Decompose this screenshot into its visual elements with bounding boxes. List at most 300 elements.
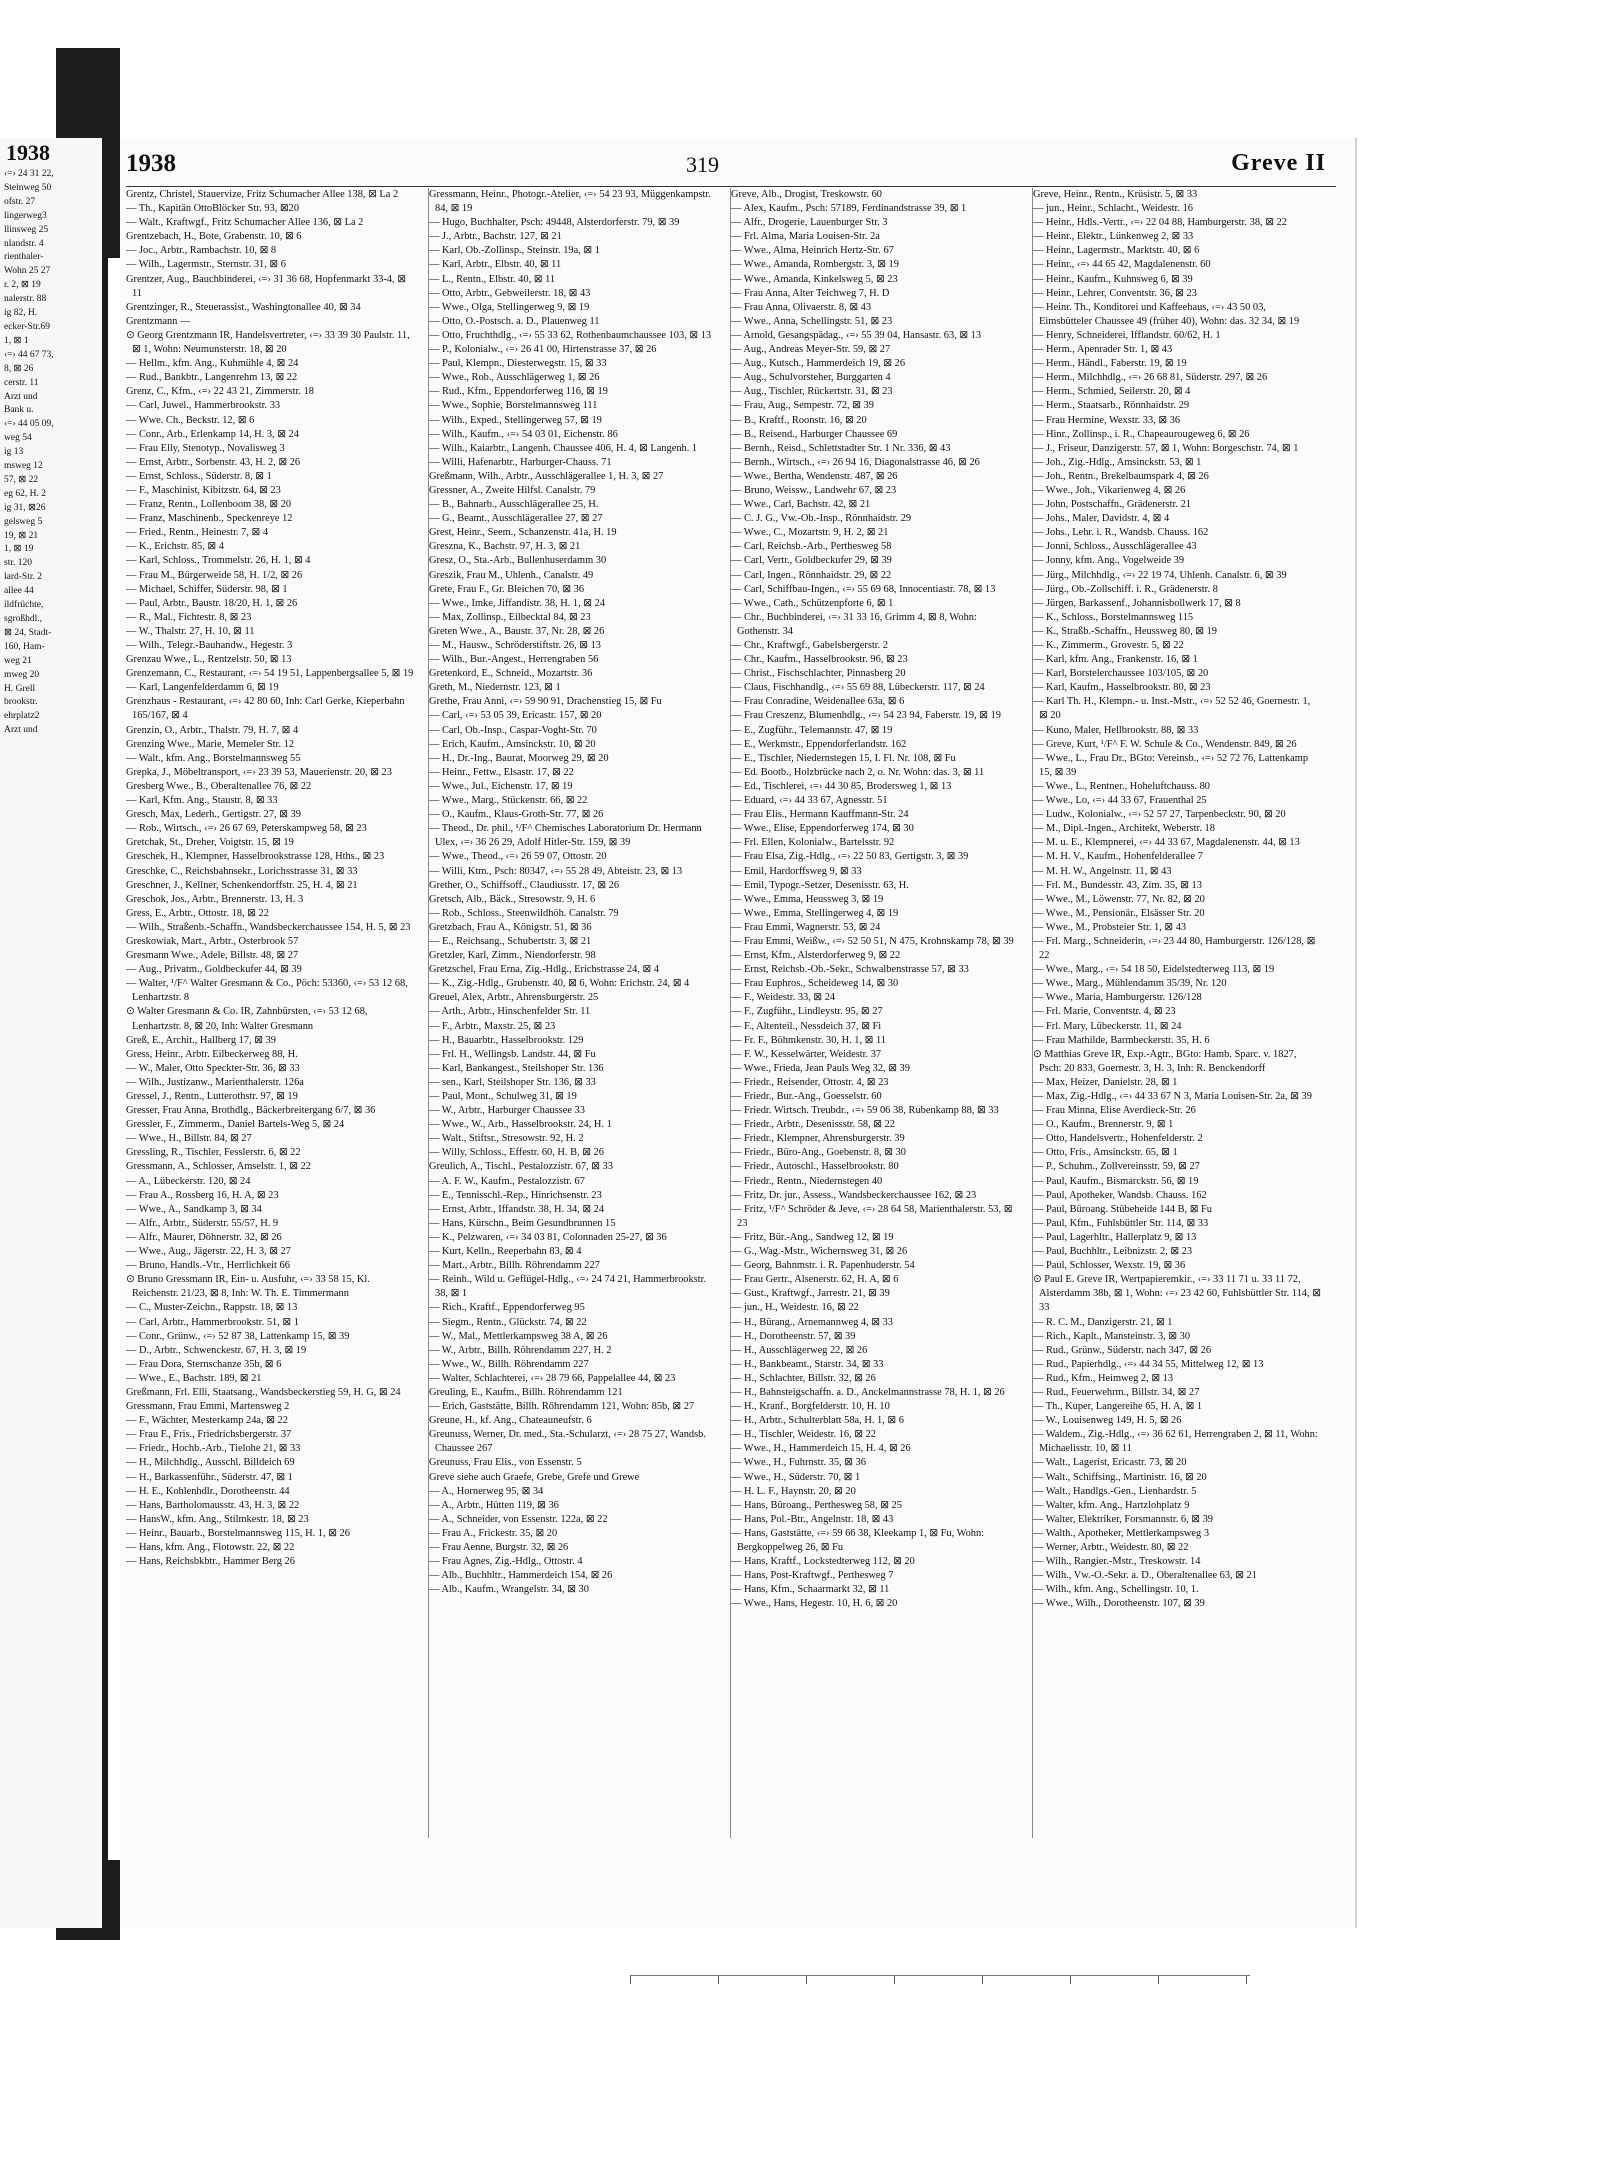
directory-entry: — M. H. V., Kaufm., Hohenfelderallee 7 [1033, 851, 1203, 863]
directory-entry: Greschok, Jos., Arbtr., Brennerstr. 13, H. 3 [126, 893, 304, 905]
directory-entry: — Walt., Handlgs.-Gen., Lienhardstr. 5 [1033, 1485, 1197, 1497]
directory-entry: — Ernst, Reichsb.-Ob.-Sekr., Schwalbenstrasse 57, ⊠ 33 [731, 964, 969, 976]
directory-entry: — Alex, Kaufm., Psch: 57189, Ferdinandstrasse 39, ⊠ 1 [731, 203, 967, 215]
directory-entry: — Herm., Staatsarb., Rönnhaidstr. 29 [1033, 400, 1190, 412]
directory-entry: — Wwe., L., Frau Dr., BGto: Vereinsb., ‹=› 52 72 76, Lattenkamp 15, ⊠ 39 [1033, 752, 1309, 778]
directory-entry: — Heinr., Bauarb., Borstelmannsweg 115, H. 1, ⊠ 26 [126, 1527, 350, 1539]
directory-entry: — Friedr., Hochb.-Arb., Tielohe 21, ⊠ 33 [126, 1443, 301, 1455]
directory-entry: — E., Reichsang., Schubertstr. 3, ⊠ 21 [429, 935, 592, 947]
directory-entry: — Fried., Rentn., Heinestr. 7, ⊠ 4 [126, 527, 269, 539]
directory-entry: — A., Schneider, von Essenstr. 122a, ⊠ 22 [429, 1513, 608, 1525]
directory-entry: — Walter, ¹/F^ Walter Gresmann & Co., Pöch: 53360, ‹=› 53 12 68, Lenhartzstr. 8 [126, 978, 408, 1004]
directory-entry: — Chr., Buchbinderei, ‹=› 31 33 16, Grimm 4, ⊠ 8, Wohn: Gothenstr. 34 [731, 611, 977, 637]
page-header [126, 150, 1326, 184]
previous-page-line: ildfrüchte, [4, 600, 44, 611]
directory-entry: — Frau Creszenz, Blumenhdlg., ‹=› 54 23 94, Faberstr. 19, ⊠ 19 [731, 710, 1001, 722]
directory-entry: — Claus, Fischhandlg., ‹=› 55 69 88, Lübeckerstr. 117, ⊠ 24 [731, 682, 985, 694]
directory-entry: Greuling, E., Kaufm., Billh. Röhrendamm 121 [429, 1386, 623, 1398]
directory-entry: — Aug., Privatm., Goldbeckufer 44, ⊠ 39 [126, 964, 302, 976]
directory-entry: — Walt., Kraftwgf., Fritz Schumacher Allee 136, ⊠ La 2 [126, 217, 364, 229]
directory-entry: Grentzmann — [126, 315, 191, 327]
directory-entry: — Frl. Mary, Lübeckerstr. 11, ⊠ 24 [1033, 1020, 1182, 1032]
directory-entry: — C. J. G., Vw.-Ob.-Insp., Rönnhaidstr. 29 [731, 513, 912, 525]
directory-entry: Grentzer, Aug., Bauchbinderei, ‹=› 31 36 68, Hopfenmarkt 33-4, ⊠ 11 [126, 273, 406, 299]
directory-entry: — G., Wag.-Mstr., Wichernsweg 31, ⊠ 26 [731, 1246, 908, 1258]
directory-entry: — Fritz, ¹/F^ Schröder & Jeve, ‹=› 28 64 58, Marienthalerstr. 53, ⊠ 23 [731, 1203, 1013, 1229]
directory-entry: — Wwe., W., Arb., Hasselbrookstr. 24, H. 1 [429, 1119, 612, 1131]
directory-entry: — Herm., Händl., Faberstr. 19, ⊠ 19 [1033, 358, 1187, 370]
directory-entry: — Walter, Schlachterei, ‹=› 28 79 66, Pappelallee 44, ⊠ 23 [429, 1372, 676, 1384]
directory-entry: — B., Kraftf., Roonstr. 16, ⊠ 20 [731, 414, 867, 426]
directory-entry: — Wwe., W., Billh. Röhrendamm 227 [429, 1358, 589, 1370]
previous-page-line: allee 44 [4, 586, 34, 597]
directory-entry: — Frau Hermine, Wexstr. 33, ⊠ 36 [1033, 414, 1181, 426]
previous-page-line: H. Grell [4, 683, 36, 694]
directory-entry: Greuel, Alex, Arbtr., Ahrensburgerstr. 25 [429, 992, 599, 1004]
directory-entry: — Frl. M., Bundesstr. 43, Zim. 35, ⊠ 13 [1033, 879, 1202, 891]
directory-entry: — Wwe., Theod., ‹=› 26 59 07, Ottostr. 20 [429, 851, 607, 863]
directory-entry: — F., Maschinist, Kibitzstr. 64, ⊠ 23 [126, 484, 281, 496]
directory-entry: — F., Weidestr. 33, ⊠ 24 [731, 992, 836, 1004]
directory-entry: — O., Kaufm., Klaus-Groth-Str. 77, ⊠ 26 [429, 809, 604, 821]
directory-entry: — Wwe., Lo, ‹=› 44 33 67, Frauenthal 25 [1033, 795, 1207, 807]
directory-entry: — Karl, Ob.-Zollinsp., Steinstr. 19a, ⊠ 1 [429, 245, 600, 257]
directory-entry: — F. W., Kesselwärter, Weidestr. 37 [731, 1048, 882, 1060]
directory-entry: Greskowiak, Mart., Arbtr., Osterbrook 57 [126, 935, 299, 947]
directory-entry: — Wwe., Imke, Jiffandistr. 38, H. 1, ⊠ 24 [429, 597, 605, 609]
directory-entry: — Frau M., Bürgerweide 58, H. 1/2, ⊠ 26 [126, 569, 303, 581]
directory-entry: Greve, Heinr., Rentn., Krüsistr. 5, ⊠ 33 [1033, 189, 1198, 200]
directory-entry: — Friedr., Reisender, Ottostr. 4, ⊠ 23 [731, 1076, 889, 1088]
directory-entry: — Wilh., Vw.-O.-Sekr. a. D., Oberaltenallee 63, ⊠ 21 [1033, 1570, 1257, 1582]
directory-entry: — Wilh., Telegr.-Bauhandw., Hegestr. 3 [126, 640, 293, 651]
directory-entry: — K., Pelzwaren, ‹=› 34 03 81, Colonnaden 25-27, ⊠ 36 [429, 1231, 667, 1243]
directory-entry: — B., Bahnarb., Ausschlägerallee 25, H. [429, 499, 599, 511]
directory-entry: — Rud., Bankbtr., Langenrehm 13, ⊠ 22 [126, 372, 298, 384]
directory-entry: — Wilh., Rangier.-Mstr., Treskowstr. 14 [1033, 1556, 1201, 1568]
directory-entry: — Wwe., M., Probsteier Str. 1, ⊠ 43 [1033, 921, 1187, 933]
directory-entry: — K., Zig.-Hdlg., Grubenstr. 40, ⊠ 6, Wohn: Erichstr. 24, ⊠ 4 [429, 978, 690, 990]
previous-page-year: 1938 [6, 140, 50, 165]
directory-entry: — Wwe., C., Mozartstr. 9, H. 2, ⊠ 21 [731, 527, 889, 539]
directory-entry: Gresser, Frau Anna, Brothdlg., Bäckerbreitergang 6/7, ⊠ 36 [126, 1105, 376, 1117]
directory-entry: — W., Louisenweg 149, H. 5, ⊠ 26 [1033, 1415, 1182, 1427]
directory-entry: — Wwe., Carl, Bachstr. 42, ⊠ 21 [731, 499, 871, 511]
directory-entry: Grenzing Wwe., Marie, Memeler Str. 12 [126, 738, 295, 750]
directory-entry: — Friedr., Arbtr., Desenissstr. 58, ⊠ 22 [731, 1119, 895, 1131]
directory-entry: Grete, Frau F., Gr. Bleichen 70, ⊠ 36 [429, 583, 585, 595]
directory-entry: ⊙ Matthias Greve IR, Exp.-Agtr., BGto: Hamb. Sparc. v. 1827, Psch: 20 833, Goernestr. 3, H. 3, Inh: R. Benckendorff [1033, 1048, 1297, 1074]
directory-entry: — H., Dr.-Ing., Baurat, Moorweg 29, ⊠ 20 [429, 752, 609, 764]
directory-entry: Gretchak, St., Dreher, Voigtstr. 15, ⊠ 19 [126, 837, 294, 849]
directory-entry: — Wwe., Marg., Stückenstr. 66, ⊠ 22 [429, 795, 588, 807]
directory-entry: — Herm., Schmied, Seilerstr. 20, ⊠ 4 [1033, 386, 1191, 398]
directory-entry: — Frau Aenne, Burgstr. 32, ⊠ 26 [429, 1542, 569, 1553]
directory-entry: — W., Maler, Otto Speckter-Str. 36, ⊠ 33 [126, 1062, 300, 1074]
directory-entry: — Kurt, Kelln., Reeperbahn 83, ⊠ 4 [429, 1246, 582, 1258]
directory-entry: Greschke, C., Reichsbahnsekr., Lorichsstrasse 31, ⊠ 33 [126, 865, 358, 877]
directory-entry: — Karl, Schloss., Trommelstr. 26, H. 1, ⊠ 4 [126, 555, 311, 567]
directory-entry: — E., Werkmstr., Eppendorferlandstr. 162 [731, 738, 907, 750]
directory-entry: — L., Rentn., Elbstr. 40, ⊠ 11 [429, 273, 556, 285]
directory-entry: Grenzau Wwe., L., Rentzelstr. 50, ⊠ 13 [126, 654, 292, 666]
directory-entry: — Wwe., Rob., Ausschlägerweg 1, ⊠ 26 [429, 372, 600, 384]
directory-entry: — K., Erichstr. 85, ⊠ 4 [126, 541, 224, 553]
directory-entry: — Paul, Mont., Schulweg 31, ⊠ 19 [429, 1091, 577, 1102]
directory-entry: — Otto, O.-Postsch. a. D., Plauenweg 11 [429, 315, 600, 327]
directory-entry: — H. L. F., Haynstr. 20, ⊠ 20 [731, 1485, 856, 1497]
running-head: Greve II [1231, 150, 1326, 176]
directory-entry: — H., Arbtr., Schulterblatt 58a, H. 1, ⊠ 6 [731, 1415, 904, 1427]
previous-page-lines [0, 168, 102, 738]
ruler-tick [630, 1976, 631, 1984]
previous-page-line: weg 21 [4, 655, 32, 666]
directory-entry: — Paul, Buchhltr., Leibnizstr. 2, ⊠ 23 [1033, 1246, 1193, 1258]
directory-entry: Greschner, J., Kellner, Schenkendorffstr. 25, H. 4, ⊠ 21 [126, 879, 358, 891]
directory-entry: — Frau Euphros., Scheideweg 14, ⊠ 30 [731, 978, 899, 990]
directory-entry: — Christ., Fischschlachter, Pinnasberg 20 [731, 668, 906, 680]
directory-entry: — Carl, Ob.-Insp., Caspar-Voght-Str. 70 [429, 724, 597, 736]
directory-entry: — Paul, Arbtr., Baustr. 18/20, H. 1, ⊠ 26 [126, 597, 298, 609]
directory-entry: — Frau F., Fris., Friedrichsbergerstr. 37 [126, 1429, 292, 1441]
directory-entry: — Aug., Andreas Meyer-Str. 59, ⊠ 27 [731, 344, 891, 356]
previous-page-line: nalerstr. 88 [4, 294, 47, 305]
directory-entry: Greve siehe auch Graefe, Grebe, Grefe und Grewe [429, 1471, 640, 1483]
directory-entry: — Johs., Lehr. i. R., Wandsb. Chauss. 162 [1033, 527, 1209, 539]
directory-entry: Gressmann, Frau Emmi, Martensweg 2 [126, 1401, 290, 1413]
directory-entry: — Carl, Schiffbau-Ingen., ‹=› 55 69 68, Innocentiastr. 78, ⊠ 13 [731, 583, 996, 595]
directory-entry: — Otto, Fris., Amsinckstr. 65, ⊠ 1 [1033, 1147, 1178, 1159]
previous-page-line: 1, ⊠ 1 [4, 335, 29, 346]
directory-entry: — Wwe., Marg., Mühlendamm 35/39, Nr. 120 [1033, 978, 1227, 990]
directory-entry: — Conr., Grünw., ‹=› 52 87 38, Lattenkamp 15, ⊠ 39 [126, 1330, 350, 1342]
previous-page-line: cerstr. 11 [4, 377, 39, 388]
previous-page-line: rienthaler- [4, 252, 44, 263]
directory-entry: — Gust., Kraftwgf., Jarrestr. 21, ⊠ 39 [731, 1288, 890, 1300]
directory-entry: Greulich, A., Tischl., Pestalozzistr. 67, ⊠ 33 [429, 1161, 613, 1173]
directory-entry: — Rud., Kfm., Eppendorferweg 116, ⊠ 19 [429, 386, 608, 398]
directory-entry: — Conr., Arb., Erlenkamp 14, H. 3, ⊠ 24 [126, 428, 299, 440]
directory-entry: — Karl, Langenfelderdamm 6, ⊠ 19 [126, 682, 279, 694]
directory-entry: — Wwe., Emma, Stellingerweg 4, ⊠ 19 [731, 907, 899, 919]
directory-entry: ⊙ Bruno Gressmann IR, Ein- u. Ausfuhr, ‹=› 33 58 15, Kl. Reichenstr. 21/23, ⊠ 8, Inh: W. Th. E. Timmermann [126, 1274, 370, 1300]
directory-entry: — jun., H., Weidestr. 16, ⊠ 22 [731, 1302, 859, 1314]
directory-entry: — Wilh., Exped., Stellingerweg 57, ⊠ 19 [429, 414, 602, 426]
directory-entry: — Max, Zig.-Hdlg., ‹=› 44 33 67 N 3, Maria Louisen-Str. 2a, ⊠ 39 [1033, 1091, 1312, 1102]
directory-entry: Gressler, F., Zimmerm., Daniel Bartels-Weg 5, ⊠ 24 [126, 1119, 345, 1131]
directory-entry: Greßmann, Wilh., Arbtr., Ausschlägerallee 1, H. 3, ⊠ 27 [429, 470, 664, 482]
directory-entry: — Bruno, Handls.-Vtr., Herrlichkeit 66 [126, 1260, 290, 1272]
directory-entry: — Rud., Grünw., Süderstr. nach 347, ⊠ 26 [1033, 1344, 1212, 1356]
previous-page-line: ⊠ 24, Stadt- [4, 627, 52, 638]
directory-entry: — Alfr., Maurer, Döhnerstr. 32, ⊠ 26 [126, 1231, 282, 1243]
directory-entry: — Erich, Kaufm., Amsinckstr. 10, ⊠ 20 [429, 738, 596, 750]
directory-entry: — Walt., Stiftsr., Stresowstr. 92, H. 2 [429, 1133, 584, 1145]
directory-entry: — Ernst, Schloss., Süderstr. 8, ⊠ 1 [126, 470, 272, 482]
directory-entry: — J., Arbtr., Bachstr. 127, ⊠ 21 [429, 231, 562, 243]
directory-entry: — B., Reisend., Harburger Chaussee 69 [731, 428, 898, 440]
directory-entry: — Wwe. Ch., Beckstr. 12, ⊠ 6 [126, 414, 255, 426]
ruler-tick [806, 1976, 807, 1984]
previous-page-line: ig 31, ⊠26 [4, 502, 46, 513]
directory-entry: — H., Ausschlägerweg 22, ⊠ 26 [731, 1344, 868, 1356]
directory-entry: — Wwe., Aug., Jägerstr. 22, H. 3, ⊠ 27 [126, 1246, 291, 1258]
directory-entry: — A., Hornerweg 95, ⊠ 34 [429, 1485, 544, 1497]
directory-entry: — Rud., Kfm., Heimweg 2, ⊠ 13 [1033, 1372, 1174, 1384]
header-rule [126, 186, 1336, 187]
directory-entry: — Aug., Kutsch., Hammerdeich 19, ⊠ 26 [731, 358, 906, 370]
directory-entry: — Wilh., Straßenb.-Schaffn., Wandsbeckerchaussee 154, H. 5, ⊠ 23 [126, 921, 411, 933]
directory-entry: — Bernh., Wirtsch., ‹=› 26 94 16, Diagonalstrasse 46, ⊠ 26 [731, 456, 980, 468]
directory-entry: — M. u. E., Klempnerei, ‹=› 44 33 67, Magdalenenstr. 44, ⊠ 13 [1033, 837, 1300, 849]
directory-entry: — Emil, Typogr.-Setzer, Desenisstr. 63, H. [731, 879, 909, 891]
directory-entry: — Wwe., M., Löwenstr. 77, Nr. 82, ⊠ 20 [1033, 893, 1205, 905]
directory-entry: — A. F. W., Kaufm., Pestalozzistr. 67 [429, 1175, 585, 1187]
directory-entry: Greßmann, Frl. Elli, Staatsang., Wandsbeckerstieg 59, H. G, ⊠ 24 [126, 1386, 401, 1398]
directory-entry: — Chr., Kraftwgf., Gabelsbergerstr. 2 [731, 640, 889, 651]
directory-entry: — Carl, ‹=› 53 05 39, Ericastr. 157, ⊠ 20 [429, 710, 602, 722]
directory-entry: — W., Thalstr. 27, H. 10, ⊠ 11 [126, 625, 255, 637]
directory-entry: — Ernst, Arbtr., Iffandstr. 38, H. 34, ⊠ 24 [429, 1203, 605, 1215]
directory-entry: — John, Postschaffn., Grädenerstr. 21 [1033, 499, 1191, 511]
directory-entry: Gretzler, Karl, Zimm., Niendorferstr. 98 [429, 950, 596, 962]
directory-entry: — Willi, Ktm., Psch: 80347, ‹=› 55 28 49, Abteistr. 23, ⊠ 13 [429, 865, 683, 877]
directory-entry: — Herm., Apenrader Str. 1, ⊠ 43 [1033, 344, 1173, 356]
directory-entry: — Aug., Schulvorsteher, Burggarten 4 [731, 372, 891, 384]
previous-page-line: Bank u. [4, 405, 34, 416]
directory-entry: — Wwe., Sophie, Borstelmannsweg 111 [429, 400, 598, 412]
directory-entry: — Werner, Arbtr., Weidestr. 80, ⊠ 22 [1033, 1542, 1189, 1553]
directory-entry: — Kuno, Maler, Hellbrookstr. 88, ⊠ 33 [1033, 724, 1199, 736]
directory-entry: — H. E., Kohlenhdlr., Dorotheenstr. 44 [126, 1485, 290, 1497]
directory-entry: — Wwe., A., Sandkamp 3, ⊠ 34 [126, 1203, 262, 1215]
directory-entry: — Henry, Schneiderei, Ifflandstr. 60/62, H. 1 [1033, 329, 1221, 341]
directory-entry: — Paul, Kfm., Fuhlsbüttler Str. 114, ⊠ 33 [1033, 1217, 1209, 1229]
previous-page-strip [0, 138, 108, 1928]
directory-entry: — R. C. M., Danzigerstr. 21, ⊠ 1 [1033, 1316, 1173, 1328]
directory-entry: — Hans, Kfm., Schaarmarkt 32, ⊠ 11 [731, 1584, 890, 1596]
directory-entry: — Karl, Arbtr., Elbstr. 40, ⊠ 11 [429, 259, 562, 271]
directory-entry: — sen., Karl, Steilshoper Str. 136, ⊠ 33 [429, 1076, 596, 1088]
previous-page-line: weg 54 [4, 433, 32, 444]
directory-entry: — Aug., Tischler, Rückertstr. 31, ⊠ 23 [731, 386, 893, 398]
directory-entry: — W., Arbtr., Harburger Chaussee 33 [429, 1105, 585, 1117]
directory-entry: — Fritz, Bür.-Ang., Sandweg 12, ⊠ 19 [731, 1231, 894, 1243]
ruler-tick [1070, 1976, 1071, 1984]
previous-page-line: 57, ⊠ 22 [4, 474, 39, 485]
directory-entry: — Friedr. Wirtsch. Treubdr., ‹=› 59 06 38, Rubenkamp 88, ⊠ 33 [731, 1105, 999, 1117]
directory-entry: Grest, Heinr., Seem., Schanzenstr. 41a, H. 19 [429, 527, 617, 539]
directory-entry: — Rud., Feuerwehrm., Billstr. 34, ⊠ 27 [1033, 1386, 1200, 1398]
directory-entry: — Heinr., Hdls.-Vertr., ‹=› 22 04 88, Hamburgerstr. 38, ⊠ 22 [1033, 217, 1287, 229]
ruler-tick [718, 1976, 719, 1984]
directory-entry: — Wwe., Maria, Hamburgerstr. 126/128 [1033, 992, 1202, 1004]
directory-entry: — K., Zimmerm., Grovestr. 5, ⊠ 22 [1033, 640, 1184, 651]
previous-page-line: 1, ⊠ 19 [4, 544, 34, 555]
directory-entry: — K., Schloss., Borstelmannsweg 115 [1033, 611, 1194, 623]
directory-entry: — R., Mal., Fichtestr. 8, ⊠ 23 [126, 611, 252, 623]
directory-entry: — Heinr., Lehrer, Conventstr. 36, ⊠ 23 [1033, 287, 1197, 299]
directory-entry: Gressmann, A., Schlosser, Amselstr. 1, ⊠ 22 [126, 1161, 311, 1173]
directory-entry: Greszik, Frau M., Uhlenh., Canalstr. 49 [429, 569, 594, 581]
directory-entry: — Wwe., H., Hammerdeich 15, H. 4, ⊠ 26 [731, 1443, 911, 1455]
directory-entry: — Alfr., Drogerie, Lauenburger Str. 3 [731, 217, 888, 229]
directory-entry: ⊙ Georg Grentzmann IR, Handelsvertreter, ‹=› 33 39 30 Paulstr. 11, ⊠ 1, Wohn: Neumunsterstr. 18, ⊠ 20 [126, 329, 410, 356]
directory-entry: — W., Arbtr., Billh. Röhrendamm 227, H. 2 [429, 1344, 612, 1356]
directory-entry: Gressmann, Heinr., Photogr.-Atelier, ‹=› 54 23 93, Müggenkampstr. 84, ⊠ 19 [429, 189, 711, 215]
directory-entry: — E., Tennisschl.-Rep., Hinrichsenstr. 23 [429, 1189, 602, 1201]
directory-entry: — Wwe., Cath., Schützenpforte 6, ⊠ 1 [731, 597, 894, 609]
directory-entry: Greschek, H., Klempner, Hasselbrookstrasse 128, Hths., ⊠ 23 [126, 851, 385, 863]
previous-page-line: Arzt und [4, 725, 38, 736]
directory-entry: — J., Friseur, Danzigerstr. 57, ⊠ 1, Wohn: Borgeschstr. 74, ⊠ 1 [1033, 442, 1299, 454]
ruler-tick [1246, 1976, 1247, 1984]
directory-entry: — Ludw., Kolonialw., ‹=› 52 57 27, Tarpenbeckstr. 90, ⊠ 20 [1033, 809, 1286, 821]
directory-entry: — Frau Minna, Elise Averdieck-Str. 26 [1033, 1105, 1196, 1117]
directory-entry: — Paul, Büroang. Stübeheide 144 B, ⊠ Fu [1033, 1203, 1212, 1215]
directory-entry: — Wwe., H., Fuhrnstr. 35, ⊠ 36 [731, 1457, 866, 1469]
previous-page-line: eg 62, H. 2 [4, 488, 46, 499]
previous-page-line: ecker-Str.69 [4, 321, 50, 332]
directory-entry: — Siegm., Rentn., Glückstr. 74, ⊠ 22 [429, 1316, 587, 1328]
directory-entry: — G., Beamt., Ausschlägerallee 27, ⊠ 27 [429, 513, 603, 525]
directory-entry: — Carl, Ingen., Rönnhaidstr. 29, ⊠ 22 [731, 569, 892, 581]
previous-page-line: nlandstr. 4 [4, 238, 44, 249]
directory-entry: — Frau Anna, Alter Teichweg 7, H. D [731, 287, 890, 299]
directory-entry: — Emil, Hardorffsweg 9, ⊠ 33 [731, 865, 862, 877]
directory-entry: — Wwe., E., Bachstr. 189, ⊠ 21 [126, 1372, 262, 1384]
directory-entry: — M., Hausw., Schröderstiftstr. 26, ⊠ 13 [429, 640, 601, 651]
directory-entry: — F., Arbtr., Maxstr. 25, ⊠ 23 [429, 1020, 556, 1032]
directory-entry: — Wwe., Jul., Eichenstr. 17, ⊠ 19 [429, 780, 573, 792]
previous-page-line: str. 120 [4, 558, 32, 569]
column-4 [1032, 188, 1325, 1838]
directory-entry: — Franz, Rentn., Lollenboom 38, ⊠ 20 [126, 499, 292, 511]
directory-entry: — F., Wächter, Mesterkamp 24a, ⊠ 22 [126, 1415, 288, 1427]
directory-entry: — W., Mal., Mettlerkampsweg 38 A, ⊠ 26 [429, 1330, 608, 1342]
directory-entry: — Wwe., L., Rentner., Hoheluftchauss. 80 [1033, 780, 1210, 792]
directory-entry: — Hans, Bartholomausstr. 43, H. 3, ⊠ 22 [126, 1499, 300, 1511]
directory-entry: — Friedr., Klempner, Ahrensburgerstr. 39 [731, 1133, 905, 1145]
directory-entry: — Max, Heizer, Danielstr. 28, ⊠ 1 [1033, 1076, 1178, 1088]
directory-entry: — Frau A., Rossberg 16, H. A, ⊠ 23 [126, 1189, 279, 1201]
directory-entry: — Carl, Juwel., Hammerbrookstr. 33 [126, 400, 281, 412]
page-number: 319 [686, 152, 719, 177]
directory-entry: Grenzin, O., Arbtr., Thalstr. 79, H. 7, ⊠ 4 [126, 724, 299, 736]
previous-page-line: gelsweg 5 [4, 516, 43, 527]
ruler-tick [1158, 1976, 1159, 1984]
directory-entry: — Walter, kfm. Ang., Hartzlohplatz 9 [1033, 1499, 1190, 1511]
directory-entry: — Frau Emmi, Wagnerstr. 53, ⊠ 24 [731, 921, 881, 933]
directory-entry: — Frau Elis., Hermann Kauffmann-Str. 24 [731, 809, 909, 821]
directory-entry: — Wwe., Bertha, Wendenstr. 487, ⊠ 26 [731, 470, 898, 482]
directory-entry: — Wwe., Emma, Heussweg 3, ⊠ 19 [731, 893, 884, 905]
directory-entry: Gresch, Max, Lederh., Gertigstr. 27, ⊠ 39 [126, 809, 301, 821]
directory-entry: — Bruno, Weissw., Landwehr 67, ⊠ 23 [731, 484, 897, 496]
directory-entry: — HansW., kfm. Ang., Stilmkestr. 18, ⊠ 23 [126, 1513, 309, 1525]
previous-page-line: sgroßhdl., [4, 614, 42, 624]
previous-page-line: 160, Ham- [4, 641, 45, 652]
directory-entry: — Rud., Papierhdlg., ‹=› 44 34 55, Mittelweg 12, ⊠ 13 [1033, 1358, 1264, 1370]
directory-entry: — Th., Kuper, Langereihe 65, H. A, ⊠ 1 [1033, 1401, 1203, 1413]
directory-entry: — C., Muster-Zeichn., Rappstr. 18, ⊠ 13 [126, 1302, 298, 1314]
ruler-tick [982, 1976, 983, 1984]
directory-entry: — Willy, Schloss., Effestr. 60, H. B, ⊠ 26 [429, 1147, 604, 1159]
directory-entry: — K., Straßb.-Schaffn., Heussweg 80, ⊠ 19 [1033, 625, 1217, 637]
directory-entry: Gretsch, Alb., Bäck., Stresowstr. 9, H. 6 [429, 893, 596, 905]
directory-entry: — Joc., Arbtr., Rambachstr. 10, ⊠ 8 [126, 245, 277, 257]
directory-entry: Grenzhaus - Restaurant, ‹=› 42 80 60, Inh: Carl Gerke, Kieperbahn 165/167, ⊠ 4 [126, 696, 405, 722]
directory-entry: — Wwe., H., Billstr. 84, ⊠ 27 [126, 1133, 252, 1145]
previous-page-line: ‹=› 44 67 73, [4, 349, 54, 360]
directory-entry: — Rich., Kaplt., Mansteinstr. 3, ⊠ 30 [1033, 1330, 1191, 1342]
directory-entry: Grentz, Christel, Stauervize, Fritz Schumacher Allee 138, ⊠ La 2 [126, 189, 399, 200]
previous-page-line: brookstr. [4, 697, 38, 708]
directory-entry: — Arth., Arbtr., Hinschenfelder Str. 11 [429, 1006, 591, 1018]
directory-entry: — Rob., Schloss., Steenwildhöh. Canalstr. 79 [429, 907, 619, 919]
directory-entry: — Frl. Alma, Maria Louisen-Str. 2a [731, 231, 880, 243]
directory-entry: Greve, Alb., Drogist, Treskowstr. 60 [731, 189, 882, 200]
directory-entry: — Friedr., Büro-Ang., Goebenstr. 8, ⊠ 30 [731, 1147, 906, 1159]
directory-entry: — Karl, Kfm. Ang., Staustr. 8, ⊠ 33 [126, 795, 278, 807]
previous-page-line: ‹=› 24 31 22, [4, 169, 54, 179]
directory-entry: — E., Zugführ., Telemannstr. 47, ⊠ 19 [731, 724, 893, 736]
directory-entry: Grethe, Frau Anni, ‹=› 59 90 91, Drachenstieg 15, ⊠ Fu [429, 696, 662, 708]
directory-entry: — H., Barkassenführ., Süderstr. 47, ⊠ 1 [126, 1471, 293, 1483]
directory-entry: — Wwe., Joh., Vikarienweg 4, ⊠ 26 [1033, 484, 1186, 496]
directory-entry: — Frau Mathilde, Barmbeckerstr. 35, H. 6 [1033, 1034, 1210, 1046]
directory-entry: — Wwe., Olga, Stellingerweg 9, ⊠ 19 [429, 301, 590, 313]
directory-entry: — Wwe., Wilh., Dorotheenstr. 107, ⊠ 39 [1033, 1598, 1205, 1610]
directory-entry: — Wwe., Amanda, Kinkelsweg 5, ⊠ 23 [731, 273, 898, 285]
directory-entry: Greß, E., Archit., Hallberg 17, ⊠ 39 [126, 1034, 276, 1046]
directory-entry: — Max, Zollinsp., Eilbecktal 84, ⊠ 23 [429, 611, 591, 623]
directory-entry: — P., Kolonialw., ‹=› 26 41 00, Hirtenstrasse 37, ⊠ 26 [429, 344, 657, 356]
directory-entry: — Erich, Gaststätte, Billh. Röhrendamm 121, Wohn: 85b, ⊠ 27 [429, 1401, 695, 1413]
directory-entry: — Herm., Milchhdlg., ‹=› 26 68 81, Süderstr. 297, ⊠ 26 [1033, 372, 1268, 384]
column-2 [428, 188, 721, 1838]
directory-entry: — Jürg., Ob.-Zollschiff. i. R., Grädenerstr. 8 [1033, 583, 1218, 595]
directory-entry: — Arnold, Gesangspädag., ‹=› 55 39 04, Hansastr. 63, ⊠ 13 [731, 329, 982, 341]
directory-entry: — Rich., Kraftf., Eppendorferweg 95 [429, 1302, 585, 1314]
directory-entry: — M. H. W., Angelnstr. 11, ⊠ 43 [1033, 865, 1172, 877]
directory-entry: Gresmann Wwe., Adele, Billstr. 48, ⊠ 27 [126, 950, 299, 962]
directory-entry: — Wilh., Justizanw., Marienthalerstr. 126a [126, 1076, 304, 1088]
directory-entry: — Paul, Schlosser, Wexstr. 19, ⊠ 36 [1033, 1260, 1186, 1272]
directory-entry: — Friedr., Bur.-Ang., Goesselstr. 60 [731, 1091, 882, 1102]
previous-page-line: 8, ⊠ 26 [4, 363, 34, 374]
directory-entry: — Carl, Vertr., Goldbeckufer 29, ⊠ 39 [731, 555, 892, 567]
directory-entry: — Hans, Pol.-Btr., Angelnstr. 18, ⊠ 43 [731, 1513, 894, 1525]
directory-entry: — Friedr., Autoschl., Hasselbrookstr. 80 [731, 1161, 899, 1173]
directory-entry: Gresz, O., Sta.-Arb., Bullenhuserdamm 30 [429, 555, 607, 567]
directory-entry: — H., Bahnsteigschaffn. a. D., Anckelmannstrasse 78, H. 1, ⊠ 26 [731, 1386, 1005, 1398]
previous-page-line: Arzt und [4, 391, 38, 402]
directory-entry: — Hans, Gaststätte, ‹=› 59 66 38, Kleekamp 1, ⊠ Fu, Wohn: Bergkoppelweg 26, ⊠ Fu [731, 1527, 985, 1553]
directory-entry: — Walt., Schiffsing., Martinistr. 16, ⊠ 20 [1033, 1471, 1207, 1483]
directory-entry: — Karl, Borstelerchaussee 103/105, ⊠ 20 [1033, 668, 1209, 680]
directory-entry: — Waldem., Zig.-Hdlg., ‹=› 36 62 61, Herrengraben 2, ⊠ 11, Wohn: Michaelisstr. 10, ⊠ 11 [1033, 1429, 1318, 1455]
directory-entry: — Carl, Reichsb.-Arb., Perthesweg 58 [731, 541, 892, 553]
directory-entry: — Fritz, Dr. jur., Assess., Wandsbeckerchaussee 162, ⊠ 23 [731, 1189, 977, 1201]
directory-entry: — O., Kaufm., Brennerstr. 9, ⊠ 1 [1033, 1119, 1174, 1131]
ruler-tick [894, 1976, 895, 1984]
directory-entry: Gretenkord, E., Schneid., Mozartstr. 36 [429, 668, 593, 680]
directory-entry: — Wilh., Bur.-Angest., Herrengraben 56 [429, 654, 599, 666]
directory-entry: — Joh., Zig.-Hdlg., Amsinckstr. 53, ⊠ 1 [1033, 456, 1202, 468]
directory-entry: Greune, H., kf. Ang., Chateauneufstr. 6 [429, 1415, 592, 1427]
directory-entry: — Greve, Kurt, ¹/F^ F. W. Schule & Co., Wendenstr. 849, ⊠ 26 [1033, 738, 1297, 750]
